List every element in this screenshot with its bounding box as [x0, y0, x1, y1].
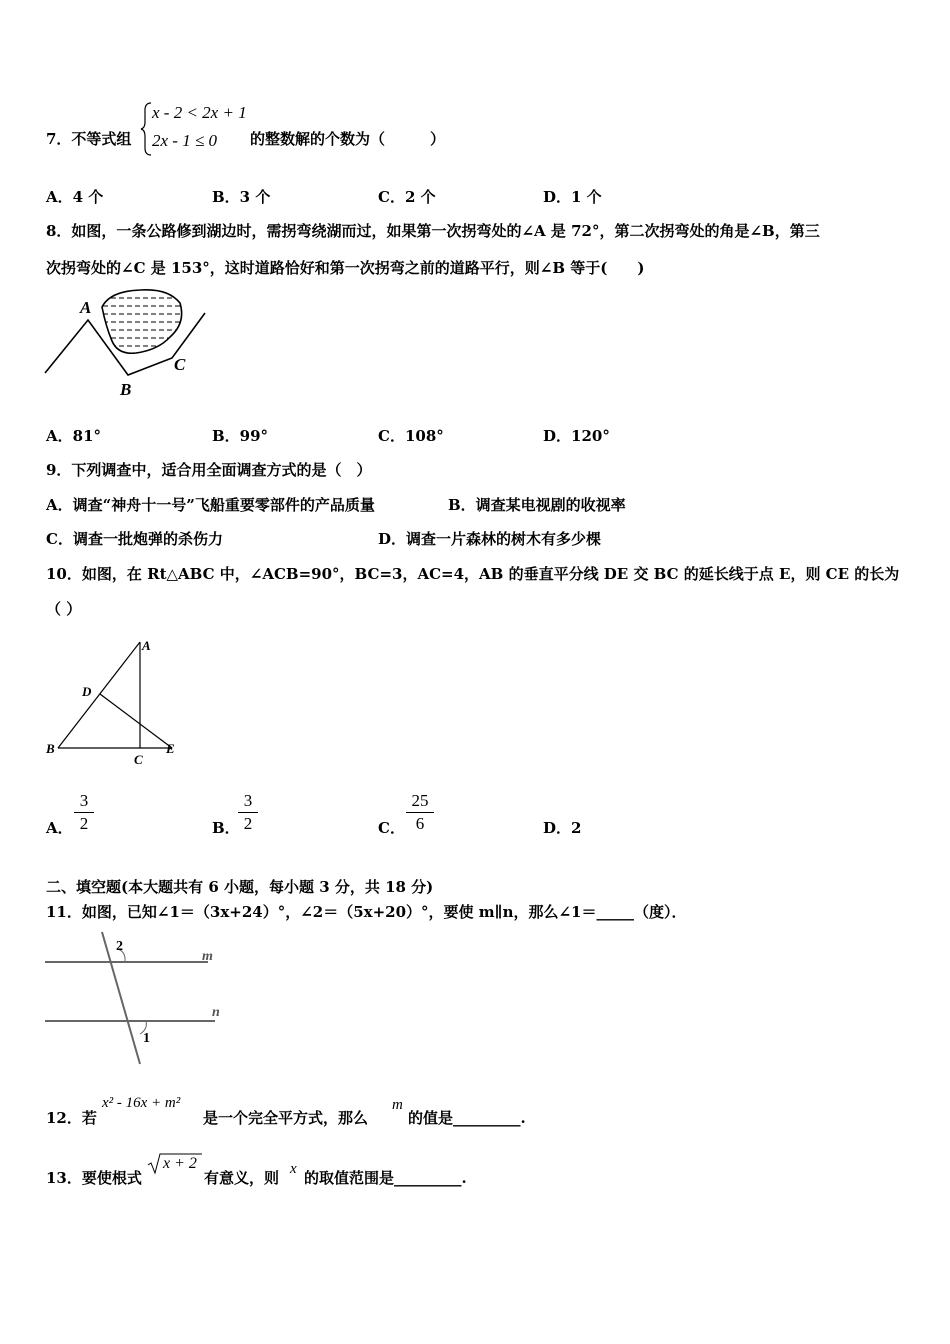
q10-figure [40, 630, 190, 770]
q7-prefix: 7．不等式组 [46, 130, 132, 148]
q8-option-a: A．81° [46, 427, 102, 445]
line-n-label: n [212, 1005, 220, 1020]
q13-middle: 有意义，则 [204, 1169, 280, 1187]
q10-line-1: 10．如图，在 Rt△ABC 中，∠ACB=90°，BC=3，AC=4，AB 的垂直平分线 DE 交 BC 的延长线于点 E，则 CE 的长为 [46, 565, 900, 583]
q9-option-c: C．调查一批炮弹的杀伤力 [46, 530, 223, 548]
denominator: 2 [243, 814, 253, 833]
label-a: A [80, 298, 92, 317]
q11-stem: 11．如图，已知∠1＝（3x+24）°，∠2＝（5x+20）°，要使 m∥n，那么∠1＝_____（度）． [46, 903, 687, 921]
q10-option-b-fraction [238, 791, 258, 834]
label-b: B [120, 380, 132, 399]
q13-var: x [290, 1161, 297, 1177]
q8-figure [40, 285, 215, 400]
q12-var: m [392, 1097, 403, 1113]
numerator: 3 [243, 791, 253, 810]
q12-expression: x² - 16x + m² [102, 1095, 181, 1111]
q9-option-d: D．调查一片森林的树木有多少棵 [378, 530, 602, 548]
q8-option-c: C．108° [378, 427, 444, 445]
q9-option-b: B．调查某电视剧的收视率 [448, 496, 626, 514]
q7-option-c: C．2 个 [378, 188, 436, 206]
q10-option-d: D．2 [543, 819, 582, 837]
q12-middle: 是一个完全平方式，那么 [203, 1109, 369, 1127]
q7-inequality-2: 2x - 1 ≤ 0 [152, 131, 218, 150]
q10-option-a-fraction [74, 791, 94, 834]
label-c: C [174, 355, 186, 374]
q10-option-a-label: A． [46, 819, 73, 837]
label-b: B [46, 741, 55, 756]
numerator: 25 [411, 791, 429, 810]
q12-prefix: 12．若 [46, 1109, 97, 1127]
q9-option-a: A．调查“神舟十一号”飞船重要零部件的产品质量 [46, 496, 375, 514]
q13-prefix: 13．要使根式 [46, 1169, 142, 1187]
q8-option-b: B．99° [212, 427, 269, 445]
q7-option-d: D．1 个 [543, 188, 602, 206]
q11-figure [40, 930, 230, 1070]
angle-1-label: 1 [143, 1031, 150, 1046]
q8-line-2: 次拐弯处的∠C 是 153°，这时道路恰好和第一次拐弯之前的道路平行，则∠B 等于( ) [46, 259, 645, 277]
line-m-label: m [202, 949, 213, 964]
label-c: C [134, 752, 143, 767]
label-a: A [142, 638, 151, 653]
label-e: E [166, 741, 175, 756]
q10-line-2: （ ） [46, 600, 82, 618]
q7-inequality-1: x - 2 < 2x + 1 [152, 103, 247, 122]
q13-radicand: x + 2 [163, 1155, 197, 1172]
q10-option-c-label: C． [378, 819, 405, 837]
label-d: D [82, 684, 92, 699]
section-2-heading: 二、填空题(本大题共有 6 小题，每小题 3 分，共 18 分) [46, 878, 434, 896]
q13-suffix: 的取值范围是_________. [304, 1169, 467, 1187]
numerator: 3 [79, 791, 89, 810]
angle-2-label: 2 [116, 939, 123, 954]
q7-option-a: A．4 个 [46, 188, 104, 206]
denominator: 6 [415, 814, 425, 833]
q10-option-b-label: B． [212, 819, 240, 837]
q9-stem: 9．下列调查中，适合用全面调查方式的是（ ） [46, 461, 372, 479]
denominator: 2 [79, 814, 89, 833]
q7-suffix: 的整数解的个数为（ ） [250, 130, 446, 148]
q8-option-d: D．120° [543, 427, 610, 445]
q10-option-c-fraction [406, 791, 434, 834]
q8-line-1: 8．如图，一条公路修到湖边时，需拐弯绕湖而过，如果第一次拐弯处的∠A 是 72°，第二次拐弯处的角是∠B，第三 [46, 222, 820, 240]
q7-option-b: B．3 个 [212, 188, 271, 206]
q12-suffix: 的值是_________. [408, 1109, 526, 1127]
